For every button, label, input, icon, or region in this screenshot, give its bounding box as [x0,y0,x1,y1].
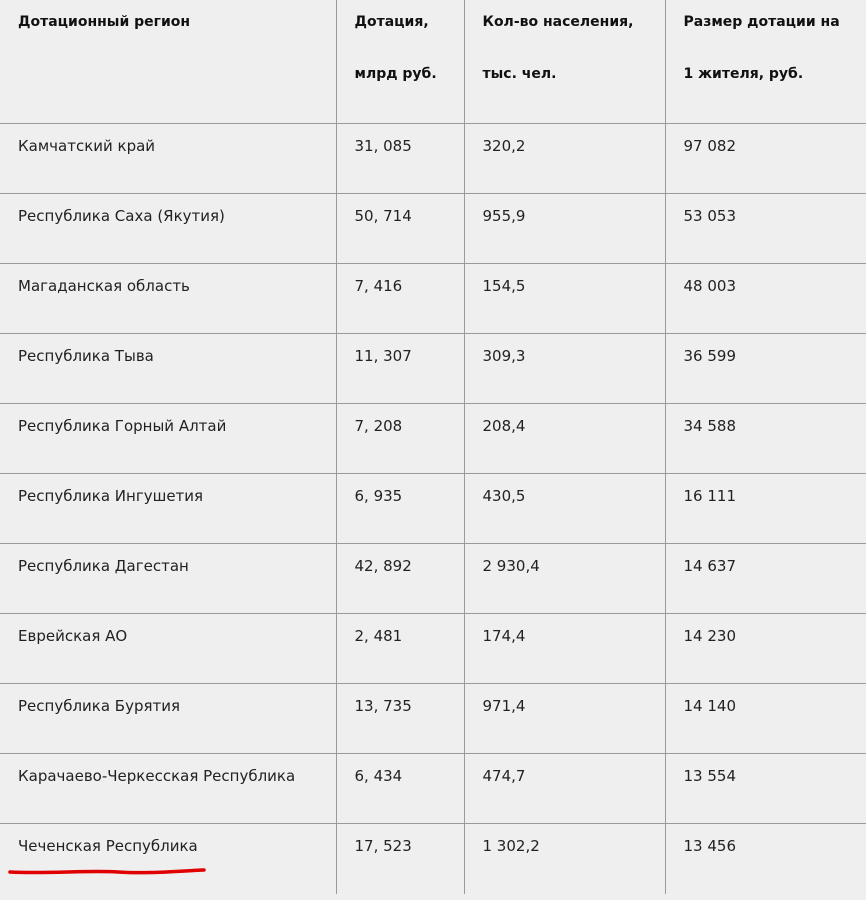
table-row-highlighted [0,823,866,894]
cell-region: Магаданская область [0,263,336,333]
cell-region: Карачаево-Черкесская Республика [0,753,336,823]
table-header [0,0,866,123]
table-row [0,683,866,753]
cell-per-capita: 14 140 [665,683,866,753]
cell-population: 320,2 [464,123,665,193]
cell-population: 955,9 [464,193,665,263]
cell-region: Еврейская АО [0,613,336,683]
cell-per-capita: 97 082 [665,123,866,193]
table-row [0,193,866,263]
cell-region: Чеченская Республика [0,823,336,894]
cell-population: 174,4 [464,613,665,683]
header-per-capita-line1: Размер дотации на [683,14,840,30]
cell-subsidy: 50, 714 [336,193,464,263]
cell-region: Республика Дагестан [0,543,336,613]
cell-population: 430,5 [464,473,665,543]
cell-subsidy: 7, 208 [336,403,464,473]
cell-population: 2 930,4 [464,543,665,613]
table-row [0,753,866,823]
header-population-line1: Кол-во населения, [482,14,634,30]
cell-per-capita: 14 637 [665,543,866,613]
cell-region: Камчатский край [0,123,336,193]
cell-subsidy: 6, 434 [336,753,464,823]
cell-population: 474,7 [464,753,665,823]
table-body [0,123,866,894]
header-region [0,0,336,123]
cell-population: 309,3 [464,333,665,403]
cell-per-capita: 36 599 [665,333,866,403]
table-row [0,473,866,543]
table-row [0,263,866,333]
table-row [0,403,866,473]
cell-region: Республика Бурятия [0,683,336,753]
header-subsidy [336,0,464,123]
header-region-line1: Дотационный регион [18,14,191,30]
table-row [0,123,866,193]
cell-per-capita: 48 003 [665,263,866,333]
cell-subsidy: 13, 735 [336,683,464,753]
cell-population: 1 302,2 [464,823,665,894]
header-subsidy-line1: Дотация, [354,14,429,30]
cell-subsidy: 17, 523 [336,823,464,894]
cell-subsidy: 7, 416 [336,263,464,333]
cell-subsidy: 11, 307 [336,333,464,403]
header-per-capita [665,0,866,123]
cell-population: 154,5 [464,263,665,333]
cell-per-capita: 53 053 [665,193,866,263]
header-subsidy-line2: млрд руб. [354,66,437,82]
cell-region: Республика Горный Алтай [0,403,336,473]
cell-per-capita: 34 588 [665,403,866,473]
table-row [0,543,866,613]
header-population [464,0,665,123]
cell-subsidy: 31, 085 [336,123,464,193]
header-row [0,0,866,123]
cell-region: Республика Тыва [0,333,336,403]
cell-population: 208,4 [464,403,665,473]
header-population-line2: тыс. чел. [482,66,557,82]
cell-per-capita: 13 554 [665,753,866,823]
cell-subsidy: 6, 935 [336,473,464,543]
cell-per-capita: 14 230 [665,613,866,683]
cell-region: Республика Ингушетия [0,473,336,543]
cell-subsidy: 2, 481 [336,613,464,683]
cell-population: 971,4 [464,683,665,753]
cell-per-capita: 16 111 [665,473,866,543]
cell-region: Республика Саха (Якутия) [0,193,336,263]
red-underline-annotation [8,866,208,878]
header-per-capita-line2: 1 жителя, руб. [683,66,804,82]
table-row [0,613,866,683]
table-row [0,333,866,403]
cell-subsidy: 42, 892 [336,543,464,613]
cell-per-capita: 13 456 [683,836,736,855]
